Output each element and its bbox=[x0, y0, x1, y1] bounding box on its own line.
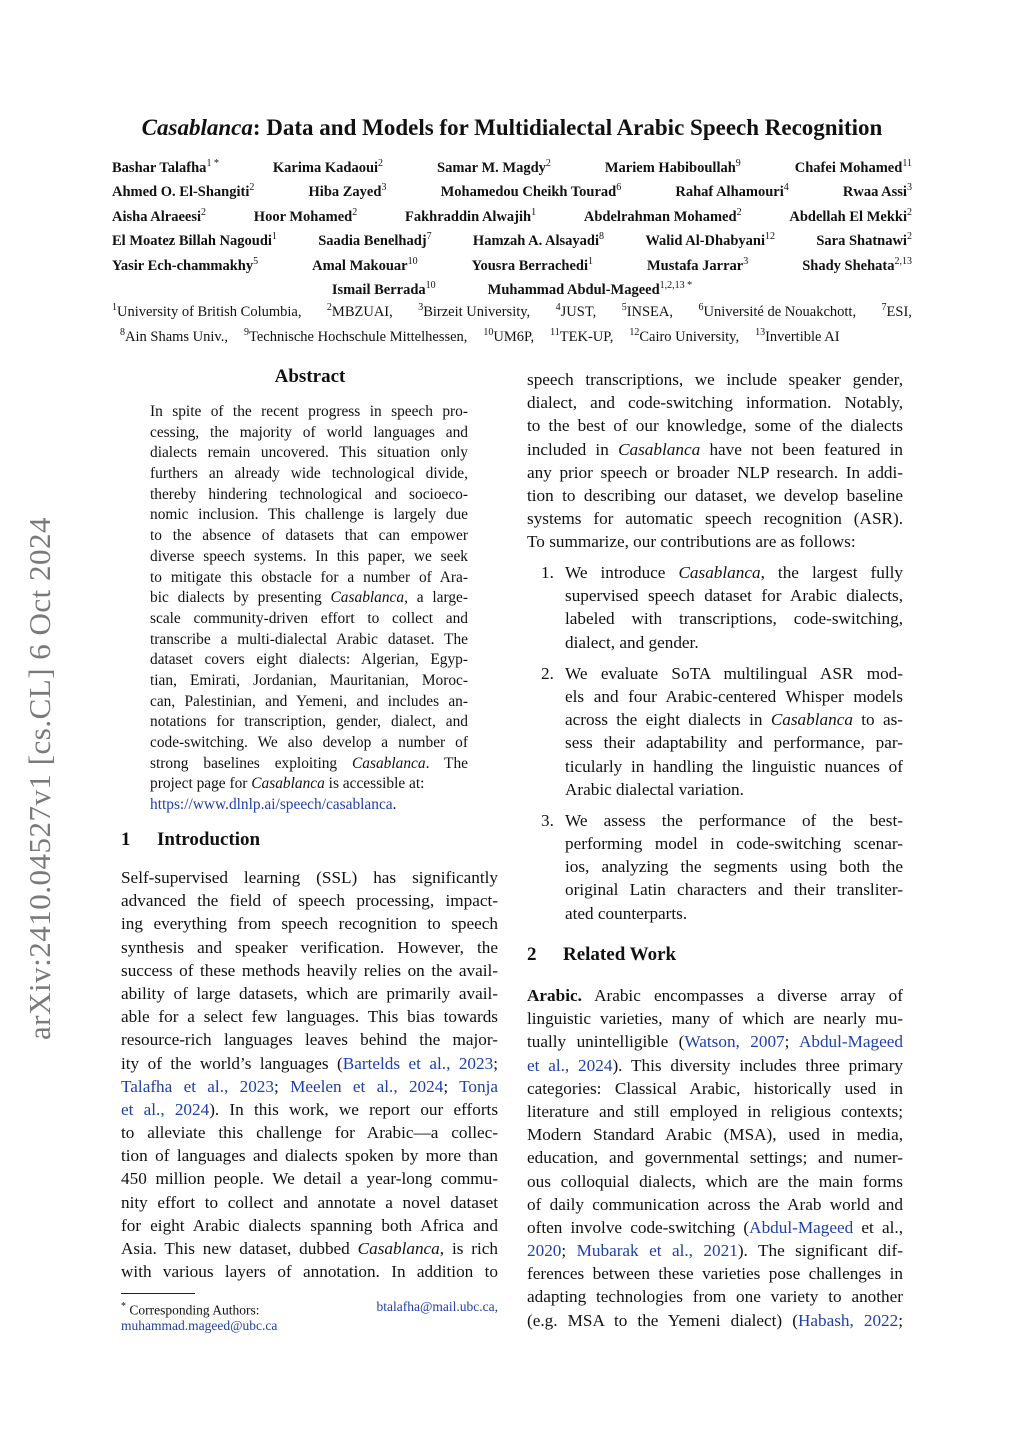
citation-link[interactable]: Watson, 2007 bbox=[684, 1032, 785, 1052]
author-affiliation-mark: 11 bbox=[902, 158, 912, 169]
affiliation-number: 2 bbox=[326, 302, 332, 313]
author-affiliation-mark: 3 bbox=[743, 255, 749, 267]
author-affiliation-mark: 2 bbox=[352, 206, 358, 218]
text-line: adapting technologies from one variety to another bbox=[527, 1287, 903, 1307]
dataset-name: Casablanca bbox=[330, 589, 405, 607]
text-line: tually unintelligible (Watson, 2007; Abdul-Mageed bbox=[527, 1032, 903, 1052]
author-row bbox=[112, 256, 912, 280]
text-line: scale community-driven effort to collect and bbox=[150, 609, 468, 627]
text-line: tion to describing our dataset, we develop baseline bbox=[527, 485, 903, 505]
footnote-rule bbox=[121, 1293, 195, 1294]
affiliation: $^{13}$Invertible AI bbox=[755, 327, 840, 345]
item-number: 2. bbox=[541, 663, 554, 683]
footnote-label bbox=[121, 1297, 260, 1316]
text-line: linguistic varieties, many of which are nearly mu- bbox=[527, 1009, 903, 1029]
text-line: et al., 2024). In this work, we report our efforts bbox=[121, 1099, 499, 1119]
related-heading bbox=[527, 944, 676, 966]
text-line: We assess the performance of the best- bbox=[565, 810, 903, 830]
intro-continued bbox=[527, 368, 903, 554]
author-affiliation-mark: 3 bbox=[906, 182, 912, 194]
author-name: Hamzah A. Alsayadi$^8$ bbox=[472, 231, 605, 249]
dataset-name: Casablanca bbox=[357, 1239, 440, 1258]
author-row bbox=[112, 231, 912, 255]
text-line: els and four Arabic-centered Whisper models bbox=[565, 686, 903, 706]
footnote-label-text: Corresponding Authors: bbox=[129, 1302, 260, 1318]
text-line: to the absence of datasets that can empower bbox=[150, 527, 468, 545]
author-name: Yousra Berrachedi$^1$ bbox=[471, 255, 593, 274]
author-affiliation-mark: 3 bbox=[381, 182, 387, 194]
arxiv-stamp: arXiv:2410.04527v1 [cs.CL] 6 Oct 2024 bbox=[22, 516, 57, 1040]
affiliation: $^7$ESI, bbox=[881, 302, 912, 320]
text-line: to the best of our knowledge, some of the dialects bbox=[527, 416, 903, 436]
author-row bbox=[112, 158, 912, 182]
footnote bbox=[121, 1297, 498, 1335]
text-line: thereby hindering technological and socioeco- bbox=[150, 485, 468, 503]
text-line: nity effort to collect and annotate a novel dataset bbox=[121, 1192, 498, 1212]
text-line: In spite of the recent progress in speech pro- bbox=[150, 403, 468, 420]
affiliation: $^5$INSEA, bbox=[621, 302, 674, 320]
author-affiliation-mark: 9 bbox=[735, 158, 741, 169]
contribution-item bbox=[527, 811, 903, 927]
author-name: Sara Shatnawi$^2$ bbox=[816, 231, 912, 249]
author-affiliation-mark: 2 bbox=[378, 158, 384, 169]
text-line: We evaluate SoTA multilingual ASR mod- bbox=[565, 663, 903, 683]
text-line: ous colloquial dialects, which are the main forms bbox=[527, 1171, 903, 1191]
footnote-line bbox=[121, 1297, 498, 1316]
citation-link[interactable]: et al., 2024 bbox=[121, 1099, 210, 1119]
intro-body bbox=[121, 866, 498, 1283]
email-link-2[interactable]: muhammad.mageed@ubc.ca bbox=[121, 1318, 278, 1333]
text-line: ios, analyzing the segments using both the bbox=[565, 857, 903, 877]
author-affiliation-mark: 7 bbox=[426, 231, 432, 243]
affiliation-list bbox=[112, 302, 912, 352]
text-line: diverse speech systems. In this paper, we seek bbox=[150, 547, 468, 565]
text-line: et al., 2024). This diversity includes three primary bbox=[527, 1055, 904, 1075]
affiliation-number: 8 bbox=[120, 327, 125, 338]
author-affiliation-mark: 6 bbox=[616, 182, 622, 194]
text-line: supervised speech dataset for Arabic dialects, bbox=[565, 586, 903, 606]
text-line: ferences between these varieties pose challenges in bbox=[527, 1264, 903, 1284]
affiliation-number: 9 bbox=[243, 327, 249, 338]
text-line: labeled with transcriptions, code-switching, bbox=[565, 609, 903, 629]
affiliation: $^{10}$UM6P, bbox=[483, 327, 535, 345]
text-line: sess their adaptability and performance, par- bbox=[565, 733, 903, 753]
author-name: El Moatez Billah Nagoudi$^1$ bbox=[112, 231, 277, 249]
citation-link[interactable]: Talafha et al., 2023 bbox=[121, 1076, 274, 1096]
text-line: code-switching. We also develop a number of bbox=[150, 734, 468, 751]
text-line: to alleviate this challenge for Arabic—a collec- bbox=[121, 1123, 498, 1143]
author-affiliation-mark: 2 bbox=[249, 182, 255, 194]
author-name: Abdelrahman Mohamed$^2$ bbox=[583, 206, 742, 225]
author-list bbox=[112, 158, 912, 304]
text-line: for eight Arabic dialects spanning both Africa and bbox=[121, 1215, 498, 1235]
author-affiliation-mark: 2 bbox=[736, 206, 742, 218]
author-affiliation-mark: 1 bbox=[587, 255, 593, 267]
author-row bbox=[112, 280, 912, 304]
citation-link[interactable]: et al., 2024 bbox=[527, 1055, 613, 1075]
affiliation-row bbox=[112, 327, 912, 352]
author-name: Bashar Talafha$^{1 *}$ bbox=[112, 158, 219, 176]
affiliation-number: 4 bbox=[555, 302, 561, 313]
text-line: dialects remain uncovered. This situation only bbox=[150, 444, 468, 462]
author-affiliation-mark: 2 bbox=[906, 206, 912, 218]
author-name: Rwaa Assi$^3$ bbox=[842, 182, 912, 201]
citation-link[interactable]: Mubarak et al., 2021 bbox=[576, 1241, 738, 1261]
item-number: 1. bbox=[541, 563, 554, 582]
affiliation-number: 5 bbox=[621, 302, 627, 313]
abstract-heading: Abstract bbox=[274, 366, 346, 387]
citation-link[interactable]: Bartelds et al., 2023 bbox=[342, 1053, 494, 1073]
affiliation-number: 12 bbox=[629, 327, 640, 338]
author-affiliation-mark: 2 bbox=[906, 231, 912, 243]
text-line: project page for Casablanca is accessible at: bbox=[150, 775, 425, 793]
author-affiliation-mark: 2 bbox=[545, 158, 551, 169]
text-line: https://www.dlnlp.ai/speech/casablanca. bbox=[150, 796, 397, 814]
abstract-body bbox=[150, 402, 468, 816]
text-line: systems for automatic speech recognition (ASR). bbox=[527, 509, 903, 529]
text-line: To summarize, our contributions are as follows: bbox=[527, 532, 856, 552]
text-line: tian, Emirati, Jordanian, Mauritanian, Moroc- bbox=[150, 671, 468, 689]
author-name: Hiba Zayed$^3$ bbox=[308, 182, 387, 201]
affiliation: $^8$Ain Shams Univ., bbox=[120, 327, 228, 345]
text-line: We introduce Casablanca, the largest fully bbox=[565, 563, 903, 582]
related-title: Related Work bbox=[563, 944, 677, 965]
author-name: Ismail Berrada$^{10}$ bbox=[331, 279, 436, 298]
text-line: cessing, the majority of world languages and bbox=[150, 423, 468, 441]
text-line: ability of large datasets, which are primarily avail- bbox=[121, 983, 498, 1003]
affiliation: $^6$Université de Nouakchott, bbox=[698, 302, 857, 320]
author-affiliation-mark: 4 bbox=[783, 182, 789, 194]
paragraph-title: Arabic. bbox=[527, 986, 582, 1005]
citation-link[interactable]: Abdul-Mageed bbox=[749, 1217, 854, 1237]
author-affiliation-mark: 2 bbox=[201, 206, 207, 218]
dataset-name: Casablanca bbox=[770, 710, 853, 730]
citation-link[interactable]: Habash, 2022 bbox=[797, 1310, 899, 1330]
dataset-name: Casablanca bbox=[251, 775, 325, 793]
author-name: Rahaf Alhamouri$^4$ bbox=[675, 182, 789, 201]
affiliation-number: 6 bbox=[698, 302, 704, 313]
text-line: tion of languages and dialects spoken by more than bbox=[121, 1146, 498, 1166]
text-line: furthers an already wide technological divide, bbox=[150, 465, 468, 483]
title-italic: Casablanca bbox=[141, 115, 253, 140]
author-name: Mohamedou Cheikh Tourad$^6$ bbox=[440, 182, 622, 201]
author-name: Chafei Mohamed$^{11}$ bbox=[794, 158, 912, 176]
author-name: Mariem Habiboullah$^9$ bbox=[604, 158, 741, 176]
text-line: to mitigate this obstacle for a number of Ara- bbox=[150, 568, 468, 586]
dataset-name: Casablanca bbox=[678, 563, 761, 582]
footnote-line bbox=[121, 1316, 498, 1335]
text-line: Asia. This new dataset, dubbed Casablanca, is rich bbox=[121, 1239, 499, 1258]
author-name: Mustafa Jarrar$^3$ bbox=[646, 255, 749, 274]
text-line: ticularly in handling the linguistic nuances of bbox=[565, 756, 903, 776]
text-line: with various layers of annotation. In addition to bbox=[121, 1262, 498, 1282]
author-affiliation-mark: 10 bbox=[425, 279, 436, 291]
text-line: literature and still employed in religious contexts; bbox=[527, 1101, 903, 1121]
text-line: included in Casablanca have not been featured in bbox=[527, 439, 903, 459]
text-line: ity of the world’s languages (Bartelds et al., 2023; bbox=[121, 1053, 498, 1073]
text-line: of daily communication across the Arab world and bbox=[527, 1194, 903, 1214]
affiliation: $^9$Technische Hochschule Mittelhessen, bbox=[243, 327, 468, 345]
text-line: often involve code-switching (Abdul-Mageed et al., bbox=[527, 1217, 903, 1237]
author-name: Karima Kadaoui$^2$ bbox=[272, 158, 384, 176]
text-line: can, Palestinian, and Yemeni, and includes an- bbox=[150, 692, 468, 710]
contribution-item bbox=[527, 664, 903, 803]
citation-link[interactable]: Tonja bbox=[459, 1076, 498, 1096]
author-name: Amal Makouar$^{10}$ bbox=[312, 255, 418, 274]
text-line: (e.g. MSA to the Yemeni dialect) (Habash, 2022; bbox=[527, 1310, 904, 1330]
text-line: transcribe a multi-dialectal Arabic dataset. The bbox=[150, 630, 468, 648]
author-name: Abdellah El Mekki$^2$ bbox=[789, 206, 912, 225]
author-name: Aisha Alraeesi$^2$ bbox=[112, 206, 207, 225]
text-line: Arabic dialectal variation. bbox=[565, 779, 744, 799]
text-line: speech transcriptions, we include speaker gender, bbox=[527, 370, 903, 389]
item-number: 3. bbox=[541, 810, 554, 830]
text-line: bic dialects by presenting Casablanca, a large- bbox=[150, 589, 468, 607]
author-affiliation-mark: 1 bbox=[531, 206, 537, 218]
text-line: original Latin characters and their transliter- bbox=[565, 880, 903, 900]
author-affiliation-mark: 5 bbox=[253, 255, 259, 267]
text-line: notations for transcription, gender, dialect, and bbox=[150, 713, 468, 731]
intro-number: 1 bbox=[121, 829, 131, 850]
contribution-item bbox=[527, 563, 903, 656]
text-line: Talafha et al., 2023; Meelen et al., 2024; Tonja bbox=[121, 1076, 498, 1096]
contribution-list bbox=[527, 563, 903, 935]
author-affiliation-mark: 1 * bbox=[206, 158, 219, 169]
author-name: Samar M. Magdy$^2$ bbox=[437, 158, 551, 176]
author-name: Yasir Ech-chammakhy$^5$ bbox=[112, 255, 259, 274]
affiliation: $^4$JUST, bbox=[555, 302, 597, 320]
text-line: education, and governmental settings; and numer- bbox=[527, 1148, 903, 1168]
author-name: Walid Al-Dhabyani$^{12}$ bbox=[645, 231, 775, 249]
author-name: Muhammad Abdul-Mageed$^{1,2,13 *}$ bbox=[487, 279, 693, 298]
text-line: performing model in code-switching scenar- bbox=[565, 834, 903, 854]
text-line: ated counterparts. bbox=[565, 903, 688, 923]
dataset-name: Casablanca bbox=[618, 439, 701, 459]
author-name: Saadia Benelhadj$^7$ bbox=[318, 231, 432, 249]
affiliation: $^2$MBZUAI, bbox=[326, 302, 393, 320]
text-line: Arabic. Arabic encompasses a diverse array of bbox=[527, 986, 903, 1005]
author-affiliation-mark: 1 bbox=[271, 231, 277, 243]
affiliation-number: 13 bbox=[755, 327, 766, 338]
text-line: dialect, and code-switching information. Notably, bbox=[527, 393, 903, 413]
affiliation-number: 3 bbox=[418, 302, 424, 313]
citation-link[interactable]: 2020 bbox=[527, 1241, 562, 1261]
author-name: Shady Shehata$^{2,13}$ bbox=[802, 255, 912, 274]
author-row bbox=[112, 207, 912, 231]
text-line: Modern Standard Arabic (MSA), used in media, bbox=[527, 1125, 903, 1145]
paper-title bbox=[60, 115, 964, 141]
related-number: 2 bbox=[527, 944, 537, 965]
author-affiliation-mark: 8 bbox=[599, 231, 605, 243]
text-line: categories: Classical Arabic, historically used in bbox=[527, 1078, 903, 1098]
text-line: dialect, and gender. bbox=[565, 632, 699, 652]
affiliation: $^{12}$Cairo University, bbox=[629, 327, 740, 345]
text-line: advanced the field of speech processing, impact- bbox=[121, 891, 498, 911]
citation-link[interactable]: Abdul-Mageed bbox=[798, 1032, 903, 1052]
affiliation: $^1$University of British Columbia, bbox=[112, 302, 302, 320]
intro-heading bbox=[121, 829, 260, 851]
citation-link[interactable]: Meelen et al., 2024 bbox=[290, 1076, 444, 1096]
text-line: ing everything from speech recognition to speech bbox=[121, 914, 498, 934]
url-link[interactable]: https://www.dlnlp.ai/speech/casablanca bbox=[150, 796, 393, 814]
affiliation-number: 7 bbox=[881, 302, 887, 313]
author-affiliation-mark: 10 bbox=[407, 255, 418, 267]
affiliation-number: 11 bbox=[550, 327, 560, 338]
affiliation: $^{11}$TEK-UP, bbox=[550, 327, 614, 345]
affiliation-number: 10 bbox=[483, 327, 494, 338]
author-name: Hoor Mohamed$^2$ bbox=[253, 206, 358, 225]
affiliation-row bbox=[112, 302, 912, 327]
text-line: nomic inclusion. This challenge is largely due bbox=[150, 506, 468, 524]
author-affiliation-mark: 12 bbox=[765, 231, 775, 243]
affiliation-number: 1 bbox=[112, 302, 117, 313]
dataset-name: Casablanca bbox=[352, 754, 426, 772]
text-line: 2020; Mubarak et al., 2021). The significant dif- bbox=[527, 1241, 903, 1261]
email-link-1[interactable]: btalafha@mail.ubc.ca, bbox=[376, 1299, 498, 1314]
footnote-mark: * bbox=[121, 1301, 126, 1312]
related-body bbox=[527, 984, 903, 1332]
text-line: 450 million people. We detail a year-long commu- bbox=[121, 1169, 498, 1189]
text-line: able for a select few languages. This bias towards bbox=[121, 1007, 498, 1027]
text-line: synthesis and speaker verification. However, the bbox=[121, 937, 498, 957]
text-line: success of these methods heavily relies on the avail- bbox=[121, 960, 498, 980]
text-line: dataset covers eight dialects: Algerian, Egyp- bbox=[150, 651, 468, 669]
author-row bbox=[112, 182, 912, 206]
author-name: Fakhraddin Alwajih$^1$ bbox=[404, 206, 537, 225]
affiliation: $^3$Birzeit University, bbox=[418, 302, 531, 320]
text-line: strong baselines exploiting Casablanca. The bbox=[150, 754, 468, 772]
text-line: resource-rich languages leaves behind the major- bbox=[121, 1030, 498, 1050]
intro-title: Introduction bbox=[157, 829, 261, 850]
author-affiliation-mark: 1,2,13 * bbox=[659, 279, 693, 291]
text-line: Self-supervised learning (SSL) has significantly bbox=[121, 868, 498, 887]
title-rest: : Data and Models for Multidialectal Arabic Speech Recognition bbox=[252, 115, 883, 140]
text-line: any prior speech or broader NLP research. In addi- bbox=[527, 462, 903, 482]
author-name: Ahmed O. El-Shangiti$^2$ bbox=[112, 182, 255, 201]
text-line: across the eight dialects in Casablanca to as- bbox=[565, 710, 903, 730]
author-affiliation-mark: 2,13 bbox=[894, 255, 912, 267]
